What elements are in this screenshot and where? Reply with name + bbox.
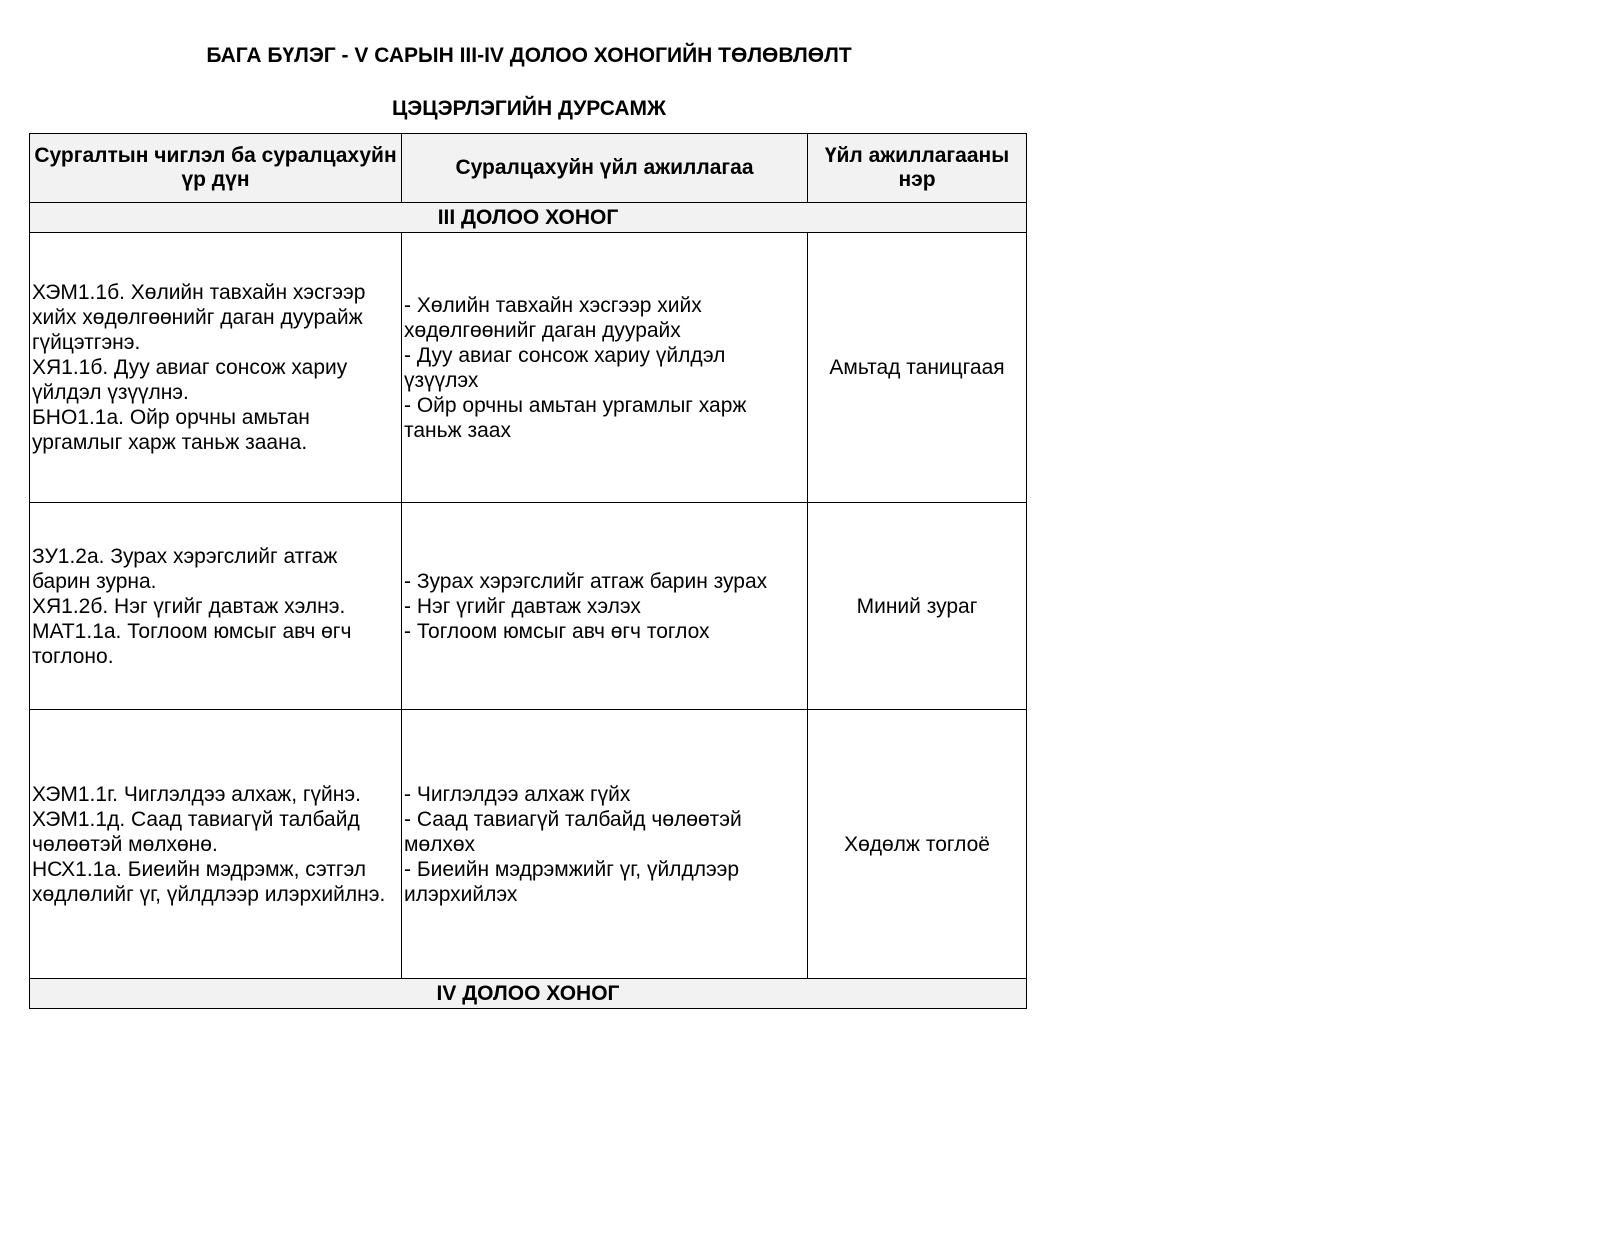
activities-cell: - Чиглэлдээ алхаж гүйх - Саад тавиагүй талбайд чөлөөтэй мөлхөх - Биеийн мэдрэмжийг үг, үйлдлээр илэрхийлэх: [402, 710, 808, 979]
outcomes-cell: ХЭМ1.1б. Хөлийн тавхайн хэсгээр хийх хөдөлгөөнийг даган дуурайж гүйцэтгэнэ. ХЯ1.1б. Дуу авиаг сонсож хариу үйлдэл үзүүлнэ. БНО1.1а. Ойр орчны амьтан ургамлыг харж таньж заана.: [30, 233, 402, 503]
activity-name-cell: Амьтад таницгаая: [808, 233, 1027, 503]
table-row: [30, 503, 1027, 710]
week-4-label: IV ДОЛОО ХОНОГ: [30, 979, 1027, 1009]
week-3-label: III ДОЛОО ХОНОГ: [30, 203, 1027, 233]
activities-cell: - Хөлийн тавхайн хэсгээр хийх хөдөлгөөнийг даган дуурайх - Дуу авиаг сонсож хариу үйлдэл үзүүлэх - Ойр орчны амьтан ургамлыг харж таньж заах: [402, 233, 808, 503]
table-row: [30, 710, 1027, 979]
document-subtitle: ЦЭЦЭРЛЭГИЙН ДУРСАМЖ: [391, 97, 667, 120]
header-activities: Суралцахуйн үйл ажиллагаа: [402, 134, 808, 203]
document-title: БАГА БҮЛЭГ - V САРЫН III-IV ДОЛОО ХОНОГИЙН ТӨЛӨВЛӨЛТ: [206, 44, 852, 67]
week-4-row: [30, 979, 1027, 1009]
outcomes-cell: ЗУ1.2а. Зурах хэрэгслийг атгаж барин зурна. ХЯ1.2б. Нэг үгийг давтаж хэлнэ. МАТ1.1а. Тоглоом юмсыг авч өгч тоглоно.: [30, 503, 402, 710]
activities-cell: - Зурах хэрэгслийг атгаж барин зурах - Нэг үгийг давтаж хэлэх - Тоглоом юмсыг авч өгч тоглох: [402, 503, 808, 710]
table-row: [30, 233, 1027, 503]
week-3-row: [30, 203, 1027, 233]
plan-table: [29, 133, 1027, 1009]
header-activity-name: Үйл ажиллагааны нэр: [808, 134, 1027, 203]
outcomes-cell: ХЭМ1.1г. Чиглэлдээ алхаж, гүйнэ. ХЭМ1.1д. Саад тавиагүй талбайд чөлөөтэй мөлхөнө. НСХ1.1а. Биеийн мэдрэмж, сэтгэл хөдлөлийг үг, үйлдлээр илэрхийлнэ.: [30, 710, 402, 979]
table-header-row: [30, 134, 1027, 203]
activity-name-cell: Хөдөлж тоглоё: [808, 710, 1027, 979]
header-outcomes: Сургалтын чиглэл ба суралцахуйн үр дүн: [30, 134, 402, 203]
activity-name-cell: Миний зураг: [808, 503, 1027, 710]
